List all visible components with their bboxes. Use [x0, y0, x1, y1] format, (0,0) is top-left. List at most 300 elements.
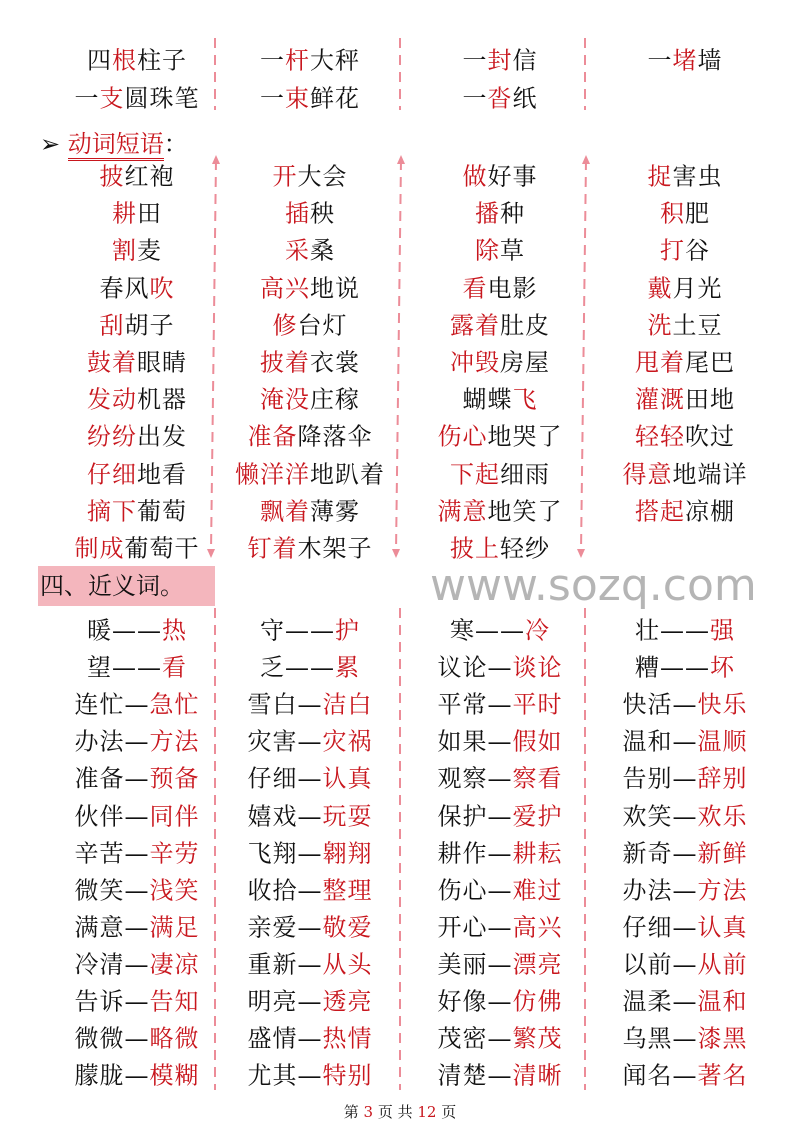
- text: 尾巴: [685, 348, 735, 377]
- synonym-pair: [87, 611, 187, 646]
- verb-phrase-item: [635, 343, 735, 378]
- highlight-text: 发动: [87, 385, 137, 414]
- text: 乌黑—: [622, 1024, 698, 1053]
- text: 尤其—: [247, 1061, 323, 1090]
- text: 仔细—: [247, 764, 323, 793]
- highlight-text: 洁白: [322, 690, 373, 719]
- highlight-text: 淹没: [260, 385, 310, 414]
- highlight-text: 飞: [512, 385, 538, 414]
- text: 清楚—: [437, 1061, 513, 1090]
- highlight-text: 捉: [647, 162, 673, 191]
- highlight-text: 爱护: [512, 802, 563, 830]
- synonym-pair: [248, 982, 373, 1017]
- verb-phrase-item: [100, 157, 175, 192]
- highlight-text: 得意: [622, 460, 673, 489]
- text: 壮——: [635, 616, 710, 645]
- synonym-pair: [248, 685, 373, 720]
- verb-phrase-item: [260, 380, 360, 415]
- text: 种: [500, 199, 525, 228]
- highlight-text: 漆黑: [697, 1024, 748, 1053]
- text: 满意—: [74, 913, 150, 942]
- highlight-text: 露着: [450, 311, 500, 340]
- highlight-text: 冲毁: [450, 348, 500, 377]
- highlight-text: 认真: [697, 913, 748, 942]
- section-title: 四、近义词。: [38, 566, 215, 606]
- arrow-up-icon: [212, 155, 220, 164]
- synonym-pair: [75, 796, 200, 831]
- text: 麦: [137, 236, 162, 265]
- synonym-pair: [248, 907, 373, 942]
- text: 一: [462, 84, 488, 113]
- highlight-text: 凄凉: [149, 950, 200, 979]
- text: 欢笑—: [622, 802, 698, 830]
- synonym-pair: [438, 982, 563, 1017]
- measure-word-item: [75, 79, 200, 114]
- verb-phrase-item: [87, 491, 187, 526]
- divider-line: [396, 160, 401, 552]
- text: 信: [512, 46, 538, 75]
- highlight-text: 热: [162, 616, 187, 645]
- highlight-text: 封: [487, 46, 513, 75]
- text: 灾害—: [247, 727, 323, 756]
- text: 美丽—: [437, 950, 513, 979]
- current-page: 3: [363, 1103, 374, 1121]
- text: 墙: [697, 46, 723, 75]
- synonym-pair: [623, 870, 748, 905]
- text: 圆珠笔: [124, 84, 200, 113]
- text: 肥: [685, 199, 710, 228]
- highlight-text: 鼓着: [87, 348, 137, 377]
- synonym-pair: [75, 982, 200, 1017]
- synonym-pair: [623, 759, 748, 794]
- text: 盛情—: [247, 1024, 323, 1053]
- text: 眼睛: [137, 348, 187, 377]
- verb-phrase-item: [100, 305, 175, 340]
- verb-phrase-item: [87, 417, 187, 452]
- highlight-text: 特别: [322, 1061, 373, 1090]
- highlight-text: 根: [112, 46, 137, 75]
- verb-phrase-item: [112, 194, 162, 229]
- text: 明亮—: [247, 987, 323, 1016]
- text: 葡萄: [137, 497, 187, 526]
- highlight-text: 温和: [697, 987, 748, 1016]
- text: 收拾—: [247, 876, 323, 905]
- text: 告别—: [622, 764, 698, 793]
- text: 大秤: [310, 46, 360, 75]
- synonym-pair: [438, 833, 563, 868]
- verb-phrase-item: [475, 231, 525, 266]
- text: 飞翔—: [247, 839, 323, 868]
- synonym-pair: [438, 907, 563, 942]
- text: 伙伴—: [74, 802, 150, 830]
- text: 葡萄干: [124, 534, 200, 563]
- verb-phrase-item: [273, 305, 348, 340]
- text: 纸: [512, 84, 538, 113]
- text: 木架子: [297, 534, 373, 563]
- verb-phrase-item: [112, 231, 162, 266]
- verb-phrase-item: [248, 417, 373, 452]
- highlight-text: 甩着: [635, 348, 685, 377]
- text: 凉棚: [685, 497, 735, 526]
- synonym-pair: [623, 722, 748, 757]
- synonym-pair: [623, 1019, 748, 1054]
- text: 细雨: [500, 460, 550, 489]
- highlight-text: 快乐: [697, 690, 748, 719]
- text: 柱子: [137, 46, 187, 75]
- text: 谷: [685, 236, 710, 265]
- text: 望——: [87, 653, 162, 682]
- text: 重新—: [247, 950, 323, 979]
- synonym-pair: [248, 944, 373, 979]
- verb-phrase-item: [463, 157, 538, 192]
- text: 寒——: [450, 616, 525, 645]
- text: 嬉戏—: [247, 802, 323, 830]
- text: 如果—: [437, 727, 513, 756]
- text: 桑: [310, 236, 335, 265]
- highlight-text: 浅笑: [149, 876, 200, 905]
- verb-phrase-item: [463, 380, 538, 415]
- verb-phrase-item: [438, 491, 563, 526]
- text: 机器: [137, 385, 187, 414]
- synonym-pair: [248, 796, 373, 831]
- highlight-text: 插: [285, 199, 310, 228]
- highlight-text: 翱翔: [322, 839, 373, 868]
- verb-phrase-item: [87, 343, 187, 378]
- divider-line: [211, 160, 216, 552]
- highlight-text: 强: [710, 616, 735, 645]
- text: 耕作—: [437, 839, 513, 868]
- synonym-pair: [438, 1056, 563, 1091]
- verb-phrase-item: [260, 491, 360, 526]
- text: 准备—: [74, 764, 150, 793]
- text: 大会: [297, 162, 348, 191]
- verb-phrase-item: [450, 343, 550, 378]
- text: 好事: [487, 162, 538, 191]
- text: 一: [260, 46, 285, 75]
- highlight-text: 轻轻: [635, 422, 685, 451]
- highlight-text: 高兴: [512, 913, 563, 942]
- total-pages: 12: [417, 1103, 437, 1121]
- highlight-text: 播: [475, 199, 500, 228]
- synonym-pair: [438, 944, 563, 979]
- highlight-text: 仔细: [87, 460, 137, 489]
- verb-phrase-item: [450, 305, 550, 340]
- synonym-pair: [248, 870, 373, 905]
- highlight-text: 看: [462, 274, 488, 303]
- text: 雪白—: [247, 690, 323, 719]
- synonym-pair: [635, 648, 735, 683]
- synonym-pair: [75, 1056, 200, 1091]
- highlight-text: 同伴: [149, 802, 200, 830]
- text: 红袍: [124, 162, 175, 191]
- synonym-pair: [75, 722, 200, 757]
- verb-phrase-item: [248, 529, 373, 564]
- synonym-pair: [75, 759, 200, 794]
- verb-phrase-item: [475, 194, 525, 229]
- divider-line: [581, 160, 586, 552]
- synonym-pair: [623, 1056, 748, 1091]
- text: 轻纱: [500, 534, 550, 563]
- text: 地端详: [672, 460, 748, 489]
- synonym-pair: [438, 1019, 563, 1054]
- highlight-text: 耕: [112, 199, 137, 228]
- verb-phrase-item: [438, 417, 563, 452]
- highlight-text: 吹: [149, 274, 175, 303]
- verb-phrase-item: [648, 268, 723, 303]
- page-footer: [0, 1101, 800, 1122]
- synonym-pair: [75, 870, 200, 905]
- text: 房屋: [500, 348, 550, 377]
- text: 地哭了: [487, 422, 563, 451]
- highlight-text: 沓: [487, 84, 513, 113]
- highlight-text: 披: [99, 162, 125, 191]
- text: 糟——: [635, 653, 710, 682]
- text: 温柔—: [622, 987, 698, 1016]
- highlight-text: 欢乐: [697, 802, 748, 830]
- text: 暖——: [87, 616, 162, 645]
- highlight-text: 刮: [99, 311, 125, 340]
- highlight-text: 繁茂: [512, 1024, 563, 1053]
- text: 连忙—: [74, 690, 150, 719]
- verb-phrase-item: [87, 454, 187, 489]
- highlight-text: 假如: [512, 727, 563, 756]
- highlight-text: 耕耘: [512, 839, 563, 868]
- verb-phrase-item: [450, 529, 550, 564]
- highlight-text: 方法: [697, 876, 748, 905]
- text: 地趴着: [310, 460, 385, 489]
- highlight-text: 制成: [74, 534, 125, 563]
- text: 鲜花: [310, 84, 360, 113]
- text: 告诉—: [74, 987, 150, 1016]
- text: 秧: [310, 199, 335, 228]
- highlight-text: 累: [335, 653, 360, 682]
- text: 一: [462, 46, 488, 75]
- verb-phrase-item: [660, 194, 710, 229]
- measure-word-item: [87, 41, 187, 76]
- text: 田: [137, 199, 162, 228]
- highlight-text: 满意: [437, 497, 488, 526]
- highlight-text: 打: [660, 236, 685, 265]
- highlight-text: 辛劳: [149, 839, 200, 868]
- highlight-text: 懒洋洋: [235, 460, 310, 489]
- text: 蝴蝶: [462, 385, 513, 414]
- bullet-arrow-icon: ➢: [40, 130, 61, 158]
- highlight-text: 清晰: [512, 1061, 563, 1090]
- verb-phrase-item: [285, 194, 335, 229]
- verb-phrase-item: [450, 454, 550, 489]
- highlight-text: 看: [162, 653, 187, 682]
- verb-phrase-item: [623, 454, 748, 489]
- highlight-text: 满足: [149, 913, 200, 942]
- synonym-pair: [438, 759, 563, 794]
- text: 温和—: [622, 727, 698, 756]
- text: 电影: [487, 274, 538, 303]
- text: 闻名—: [622, 1061, 698, 1090]
- text: 仔细—: [622, 913, 698, 942]
- text: 台灯: [297, 311, 348, 340]
- text: 薄雾: [310, 497, 360, 526]
- text: 乏——: [260, 653, 335, 682]
- highlight-text: 谈论: [512, 653, 563, 682]
- highlight-text: 摘下: [87, 497, 137, 526]
- synonym-pair: [635, 611, 735, 646]
- highlight-text: 披上: [450, 534, 500, 563]
- highlight-text: 做: [462, 162, 488, 191]
- highlight-text: 急忙: [149, 690, 200, 719]
- arrow-down-icon: [392, 549, 400, 558]
- highlight-text: 灾祸: [322, 727, 373, 756]
- highlight-text: 积: [660, 199, 685, 228]
- verb-phrase-item: [100, 268, 175, 303]
- verb-phrase-header: [40, 124, 188, 159]
- highlight-text: 著名: [697, 1061, 748, 1090]
- text: 开心—: [437, 913, 513, 942]
- text: 议论—: [437, 653, 513, 682]
- highlight-text: 高兴: [260, 274, 310, 303]
- text: 四: [87, 46, 112, 75]
- verb-phrase-item: [648, 157, 723, 192]
- synonym-pair: [438, 722, 563, 757]
- text: 朦胧—: [74, 1061, 150, 1090]
- highlight-text: 漂亮: [512, 950, 563, 979]
- text: 衣裳: [310, 348, 360, 377]
- highlight-text: 纷纷: [87, 422, 137, 451]
- text: 地说: [310, 274, 360, 303]
- synonym-pair: [450, 611, 550, 646]
- synonym-pair: [438, 685, 563, 720]
- synonym-pair: [623, 944, 748, 979]
- measure-word-item: [260, 79, 360, 114]
- highlight-text: 仿佛: [512, 987, 563, 1016]
- text: 微笑—: [74, 876, 150, 905]
- verb-phrase-item: [75, 529, 200, 564]
- synonym-pair: [248, 722, 373, 757]
- text: 保护—: [437, 802, 513, 830]
- highlight-text: 预备: [149, 764, 200, 793]
- text: 出发: [137, 422, 187, 451]
- highlight-text: 割: [112, 236, 137, 265]
- highlight-text: 温顺: [697, 727, 748, 756]
- synonym-pair: [623, 982, 748, 1017]
- synonym-pair: [248, 833, 373, 868]
- highlight-text: 杆: [285, 46, 310, 75]
- verb-phrase-item: [87, 380, 187, 415]
- text: 平常—: [437, 690, 513, 719]
- highlight-text: 飘着: [260, 497, 310, 526]
- highlight-text: 告知: [149, 987, 200, 1016]
- text: 守——: [260, 616, 335, 645]
- synonym-pair: [75, 1019, 200, 1054]
- synonym-pair: [260, 648, 360, 683]
- measure-word-item: [463, 41, 538, 76]
- highlight-text: 搭起: [635, 497, 685, 526]
- watermark: www.sozq.com: [430, 560, 757, 611]
- highlight-text: 整理: [322, 876, 373, 905]
- highlight-text: 平时: [512, 690, 563, 719]
- verb-phrase-item: [463, 268, 538, 303]
- highlight-text: 从前: [697, 950, 748, 979]
- text: 春风: [99, 274, 150, 303]
- text: 好像—: [437, 987, 513, 1016]
- synonym-pair: [248, 759, 373, 794]
- text: 亲爱—: [247, 913, 323, 942]
- colon: ：: [163, 130, 188, 158]
- highlight-text: 灌溉: [635, 385, 685, 414]
- highlight-text: 支: [99, 84, 125, 113]
- text: 田地: [685, 385, 735, 414]
- text: 土豆: [672, 311, 723, 340]
- highlight-text: 戴: [647, 274, 673, 303]
- highlight-text: 开: [272, 162, 298, 191]
- synonym-pair: [87, 648, 187, 683]
- highlight-text: 下起: [450, 460, 500, 489]
- footer-text: 第: [343, 1103, 359, 1121]
- verb-phrase-item: [660, 231, 710, 266]
- highlight-text: 束: [285, 84, 310, 113]
- text: 草: [500, 236, 525, 265]
- synonym-pair: [623, 796, 748, 831]
- text: 地看: [137, 460, 187, 489]
- text: 害虫: [672, 162, 723, 191]
- text: 吹过: [685, 422, 735, 451]
- synonym-pair: [248, 1019, 373, 1054]
- highlight-text: 认真: [322, 764, 373, 793]
- synonym-pair: [248, 1056, 373, 1091]
- arrow-down-icon: [577, 549, 585, 558]
- highlight-text: 除: [475, 236, 500, 265]
- highlight-text: 洗: [647, 311, 673, 340]
- arrow-down-icon: [207, 549, 215, 558]
- text: 肚皮: [500, 311, 550, 340]
- highlight-text: 辞别: [697, 764, 748, 793]
- verb-phrase-item: [648, 305, 723, 340]
- footer-text: 页: [441, 1103, 457, 1121]
- synonym-pair: [438, 648, 563, 683]
- highlight-text: 披着: [260, 348, 310, 377]
- highlight-text: 修: [272, 311, 298, 340]
- highlight-text: 敬爱: [322, 913, 373, 942]
- synonym-pair: [623, 685, 748, 720]
- highlight-text: 难过: [512, 876, 563, 905]
- highlight-text: 透亮: [322, 987, 373, 1016]
- highlight-text: 采: [285, 236, 310, 265]
- measure-word-item: [463, 79, 538, 114]
- synonym-pair: [438, 796, 563, 831]
- highlight-text: 坏: [710, 653, 735, 682]
- verb-phrase-item: [635, 380, 735, 415]
- highlight-text: 伤心: [437, 422, 488, 451]
- synonym-pair: [75, 685, 200, 720]
- text: 一: [260, 84, 285, 113]
- verb-phrase-item: [273, 157, 348, 192]
- highlight-text: 准备: [247, 422, 298, 451]
- synonym-pair: [623, 907, 748, 942]
- text: 微微—: [74, 1024, 150, 1053]
- text: 伤心—: [437, 876, 513, 905]
- footer-text: 页 共: [377, 1103, 413, 1121]
- measure-word-item: [260, 41, 360, 76]
- text: 新奇—: [622, 839, 698, 868]
- text: 观察—: [437, 764, 513, 793]
- highlight-text: 热情: [322, 1024, 373, 1053]
- text: 胡子: [124, 311, 175, 340]
- arrow-up-icon: [397, 155, 405, 164]
- highlight-text: 略微: [149, 1024, 200, 1053]
- highlight-text: 方法: [149, 727, 200, 756]
- highlight-text: 新鲜: [697, 839, 748, 868]
- verb-phrase-item: [260, 268, 360, 303]
- measure-word-item: [648, 41, 723, 76]
